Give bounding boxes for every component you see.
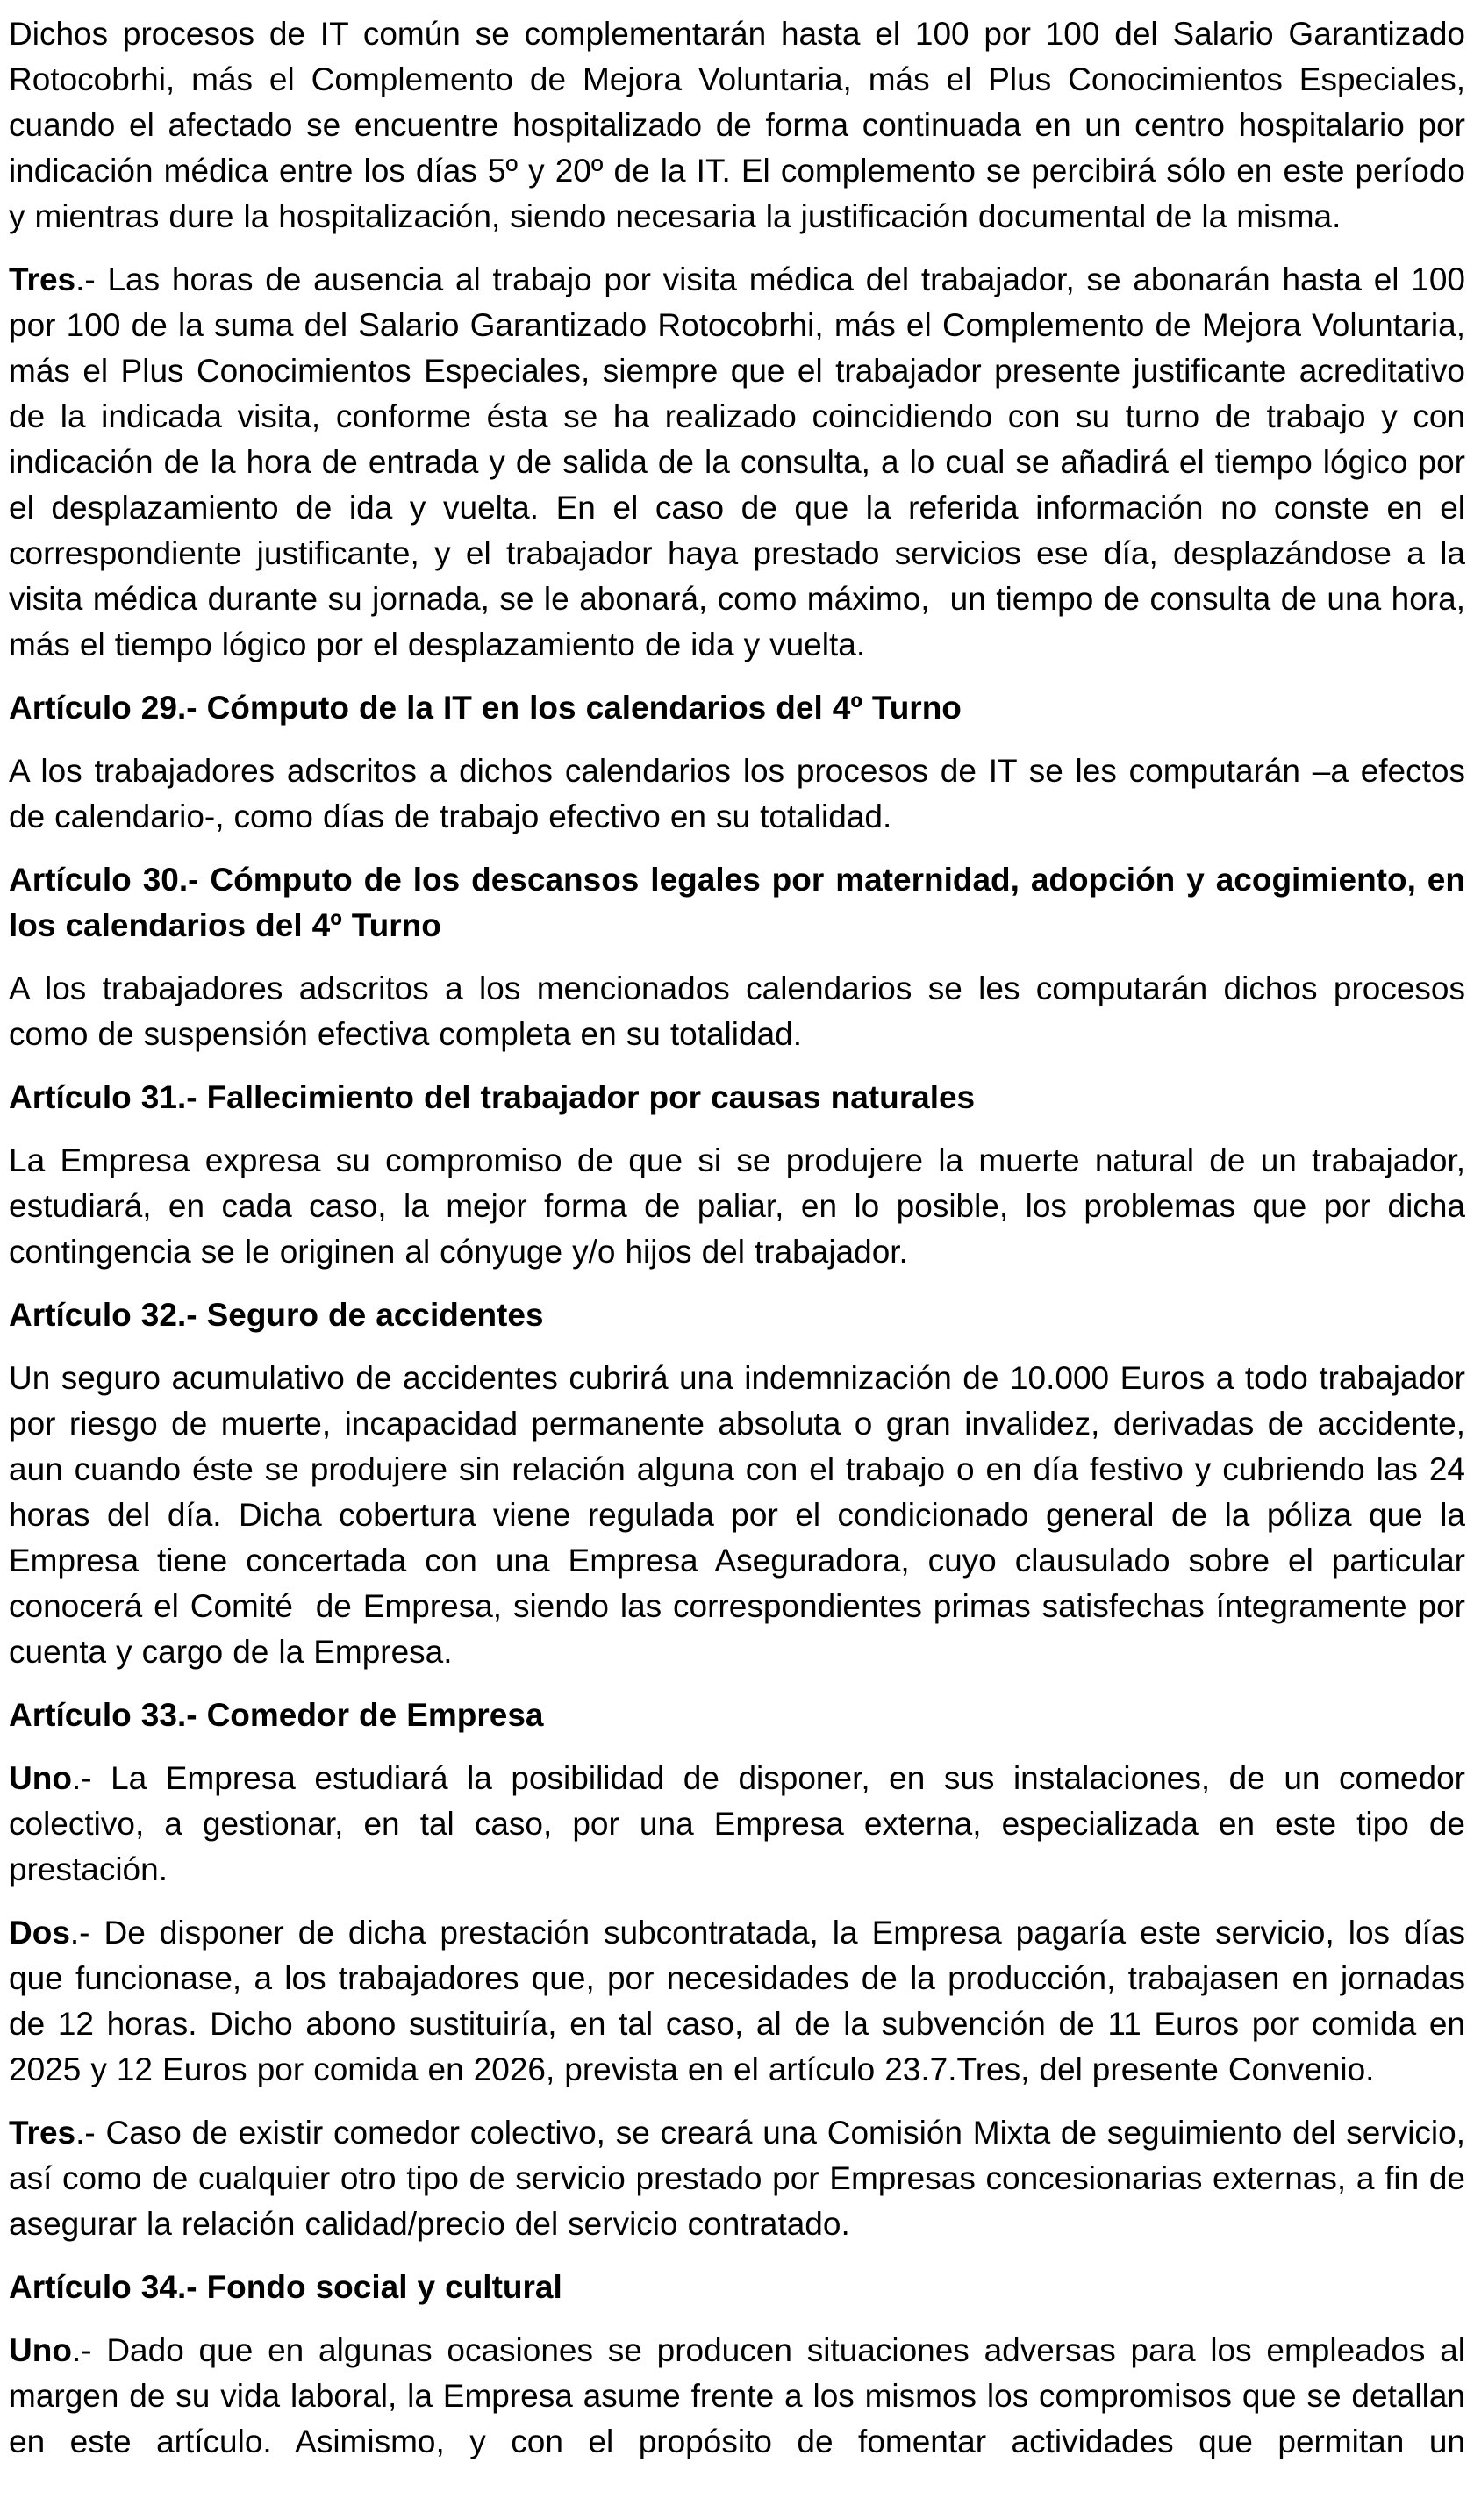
paragraph-art33-dos — [9, 1910, 1465, 2093]
article-34-heading: Artículo 34.- Fondo social y cultural — [9, 2269, 562, 2305]
paragraph-art30: A los trabajadores adscritos a los mencionados calendarios se les computarán dichos procesos como de suspensión efectiva completa en su totalidad. — [9, 970, 1465, 1052]
paragraph-art33-uno — [9, 1756, 1465, 1893]
paragraph-tres-visita-medica — [9, 257, 1465, 668]
paragraph-art31: La Empresa expresa su compromiso de que si se produjere la muerte natural de un trabajador, estudiará, en cada caso, la mejor forma de paliar, en lo posible, los problemas que por dicha contingencia se le originen al cónyuge y/o hijos del trabajador. — [9, 1142, 1465, 1270]
paragraph-lead: Tres — [9, 2115, 76, 2151]
paragraph-lead: Uno — [9, 1760, 72, 1796]
paragraph-art29: A los trabajadores adscritos a dichos calendarios los procesos de IT se les computarán –a efectos de calendario-, como días de trabajo efectivo en su totalidad. — [9, 753, 1465, 834]
paragraph-text: .- Dado que en algunas ocasiones se producen situaciones adversas para los empleados al margen de su vida laboral, la Empresa asume frente a los mismos los compromisos que se detallan en este artículo. Asimismo, y con el propósito de fomentar actividades que permitan un — [9, 2332, 1465, 2459]
paragraph-art34-uno — [9, 2328, 1465, 2465]
article-29-heading: Artículo 29.- Cómputo de la IT en los calendarios del 4º Turno — [9, 690, 962, 726]
paragraph-lead: Tres — [9, 261, 76, 297]
paragraph-text: .- La Empresa estudiará la posibilidad de disponer, en sus instalaciones, de un comedor colectivo, a gestionar, en tal caso, por una Empresa externa, especializada en este tipo de prestación. — [9, 1760, 1465, 1887]
article-32-heading: Artículo 32.- Seguro de accidentes — [9, 1297, 544, 1333]
paragraph-lead: Dos — [9, 1915, 70, 1951]
paragraph-text: .- De disponer de dicha prestación subcontratada, la Empresa pagaría este servicio, los días que funcionase, a los trabajadores que, por necesidades de la producción, trabajasen en jornadas de 12 horas. Dicho abono sustituiría, en tal caso, al de la subvención de 11 Euros por comida en 2025 y 12 Euros por comida en 2026, prevista en el artículo 23.7.Tres, del presente Convenio. — [9, 1915, 1465, 2087]
paragraph-text: .- Caso de existir comedor colectivo, se creará una Comisión Mixta de seguimiento del servicio, así como de cualquier otro tipo de servicio prestado por Empresas concesionarias externas, a fin de asegurar la relación calidad/precio del servicio contratado. — [9, 2115, 1465, 2242]
paragraph-art33-tres — [9, 2110, 1465, 2247]
paragraph-it-comun: Dichos procesos de IT común se complementarán hasta el 100 por 100 del Salario Garantizado Rotocobrhi, más el Complemento de Mejora Voluntaria, más el Plus Conocimientos Especiales, cuando el afectado se encuentre hospitalizado de forma continuada en un centro hospitalario por indicación médica entre los días 5º y 20º de la IT. El complemento se percibirá sólo en este período y mientras dure la hospitalización, siendo necesaria la justificación documental de la misma. — [9, 16, 1465, 234]
paragraph-lead: Uno — [9, 2332, 72, 2368]
article-30-heading: Artículo 30.- Cómputo de los descansos legales por maternidad, adopción y acogimiento, en los calendarios del 4º Turno — [9, 862, 1465, 943]
article-31-heading: Artículo 31.- Fallecimiento del trabajador por causas naturales — [9, 1079, 976, 1115]
paragraph-text: .- Las horas de ausencia al trabajo por visita médica del trabajador, se abonarán hasta el 100 por 100 de la suma del Salario Garantizado Rotocobrhi, más el Complemento de Mejora Voluntaria, más el Plus Conocimientos Especiales, siempre que el trabajador presente justificante acreditativo de la indicada visita, conforme ésta se ha realizado coincidiendo con su turno de trabajo y con indicación de la hora de entrada y de salida de la consulta, a lo cual se añadirá el tiempo lógico por el desplazamiento de ida y vuelta. En el caso de que la referida información no conste en el correspondiente justificante, y el trabajador haya prestado servicios ese día, desplazándose a la visita médica durante su jornada, se le abonará, como máximo, un tiempo de consulta de una hora, más el tiempo lógico por el desplazamiento de ida y vuelta. — [9, 261, 1465, 662]
article-33-heading: Artículo 33.- Comedor de Empresa — [9, 1697, 544, 1733]
paragraph-art32: Un seguro acumulativo de accidentes cubrirá una indemnización de 10.000 Euros a todo trabajador por riesgo de muerte, incapacidad permanente absoluta o gran invalidez, derivadas de accidente, aun cuando éste se produjere sin relación alguna con el trabajo o en día festivo y cubriendo las 24 horas del día. Dicha cobertura viene regulada por el condicionado general de la póliza que la Empresa tiene concertada con una Empresa Aseguradora, cuyo clausulado sobre el particular conocerá el Comité de Empresa, siendo las correspondientes primas satisfechas íntegramente por cuenta y cargo de la Empresa. — [9, 1360, 1465, 1670]
